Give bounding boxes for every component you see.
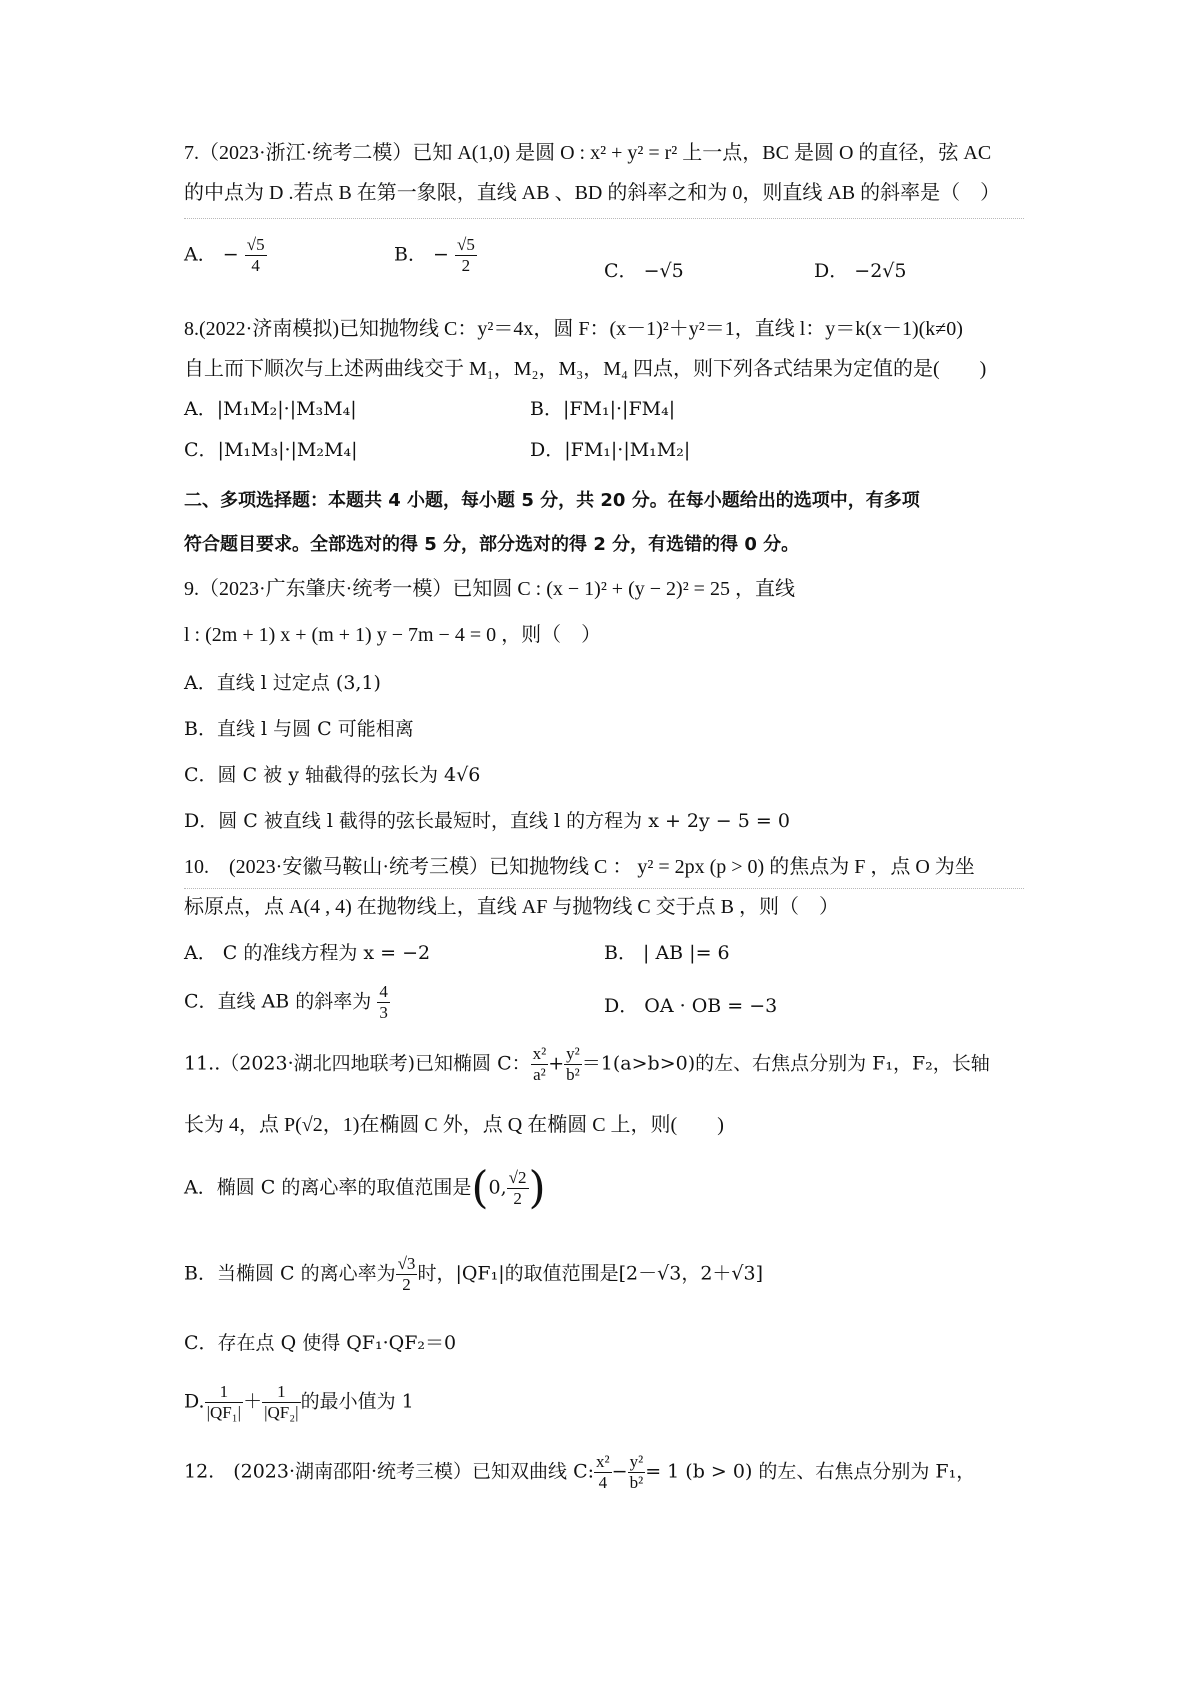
q8-option-a: A．|M₁M₂|·|M₃M₄|	[184, 398, 357, 420]
fraction	[628, 1452, 646, 1493]
q11-option-c: C．存在点 Q 使得 QF₁·QF₂＝0	[184, 1332, 457, 1354]
q9-line2: l : (2m + 1) x + (m + 1) y − 7m − 4 = 0 ，则（ ）	[184, 624, 602, 646]
fraction	[262, 1382, 300, 1423]
option-text: A．椭圆 C 的离心率的取值范围是	[184, 1176, 472, 1199]
numerator: √5	[246, 235, 265, 254]
fraction	[507, 1168, 529, 1209]
interval-start: 0,	[488, 1176, 507, 1199]
q8-line1: 8.(2022·济南模拟)已知抛物线 C：y²＝4x，圆 F：(x－1)²＋y²＝1，直线 l：y＝k(x－1)(k≠0)	[184, 318, 963, 340]
numerator: 1	[262, 1382, 300, 1403]
denominator: |QF₁|	[206, 1403, 242, 1422]
fraction	[455, 235, 477, 276]
denominator: 4	[598, 1473, 608, 1492]
left-paren: (	[471, 1162, 489, 1214]
fraction	[594, 1452, 612, 1493]
numerator: x²	[596, 1452, 610, 1471]
numerator: y²	[629, 1452, 644, 1471]
denominator: 2	[461, 256, 471, 275]
option-label: A．	[184, 243, 217, 266]
option-text: B．当椭圆 C 的离心率为	[184, 1262, 396, 1285]
denominator: |QF₂|	[264, 1403, 299, 1422]
fraction	[245, 235, 267, 276]
minus-sign: −	[611, 1460, 628, 1483]
section-heading-line1: 二、多项选择题：本题共 4 小题，每小题 5 分，共 20 分。在每小题给出的选项中，有多项	[184, 490, 920, 511]
q8-option-b: B．|FM₁|·|FM₄|	[530, 398, 676, 420]
q9-line1: 9.（2023·广东肇庆·统考一模）已知圆 C : (x − 1)² + (y − 2)² = 25 ，直线	[184, 578, 795, 600]
option-text: 的最小值为 1	[300, 1390, 414, 1413]
denominator: 2	[402, 1275, 411, 1294]
question-text: ＝1(a>b>0)的左、右焦点分别为 F₁，F₂，长轴	[581, 1052, 990, 1075]
q7-option-c: C． −√5	[604, 260, 684, 282]
q7-option-a	[184, 235, 267, 276]
question-text: 11..（2023·湖北四地联考)已知椭圆 C：	[184, 1052, 531, 1075]
numerator: y²	[566, 1044, 580, 1063]
right-paren: )	[528, 1162, 546, 1214]
q9-option-d: D．圆 C 被直线 l 截得的弦长最短时，直线 l 的方程为 x + 2y − 5 = 0	[184, 810, 790, 832]
minus-sign: −	[433, 243, 449, 266]
q9-option-a: A．直线 l 过定点 (3,1)	[184, 672, 381, 694]
numerator: x²	[532, 1044, 547, 1063]
q8-option-c: C．|M₁M₃|·|M₂M₄|	[184, 439, 358, 461]
option-text: C．直线 AB 的斜率为	[184, 990, 372, 1013]
q11-line1	[184, 1044, 990, 1085]
q10-option-b: B． | AB |= 6	[604, 942, 730, 964]
q8-line2: 自上而下顺次与上述两曲线交于 M₁，M₂，M₃，M₄ 四点，则下列各式结果为定值的是( )	[184, 358, 987, 380]
q7-line2: 的中点为 D .若点 B 在第一象限，直线 AB 、BD 的斜率之和为 0，则直线 AB 的斜率是（ ）	[184, 182, 1001, 204]
denominator: b²	[629, 1473, 644, 1492]
q10-option-d: D． OA · OB = −3	[604, 995, 778, 1017]
fraction	[531, 1044, 549, 1085]
q11-option-a	[184, 1162, 546, 1214]
denominator: 2	[513, 1189, 522, 1208]
section-heading-line2: 符合题目要求。全部选对的得 5 分，部分选对的得 2 分，有选错的得 0 分。	[184, 534, 800, 555]
question-text: = 1 (b > 0) 的左、右焦点分别为 F₁，	[645, 1460, 976, 1483]
denominator: 3	[379, 1003, 388, 1022]
divider	[184, 218, 1024, 219]
q10-line1: 10. (2023·安徽马鞍山·统考三模）已知抛物线 C ： y² = 2px (p > 0) 的焦点为 F ，点 O 为坐	[184, 856, 975, 878]
option-text: 时，|QF₁|的取值范围是[2－√3，2＋√3]	[417, 1262, 764, 1285]
numerator: √3	[397, 1254, 416, 1273]
q7-line1: 7.（2023·浙江·统考二模）已知 A(1,0) 是圆 O : x² + y² = r² 上一点，BC 是圆 O 的直径，弦 AC	[184, 142, 992, 164]
denominator: a²	[533, 1065, 546, 1084]
fraction	[377, 982, 390, 1023]
q10-option-a: A． C 的准线方程为 x = −2	[184, 942, 431, 964]
question-text: 12. (2023·湖南邵阳·统考三模）已知双曲线 C:	[184, 1460, 595, 1483]
q11-option-d	[184, 1382, 414, 1423]
fraction	[396, 1254, 418, 1295]
q11-option-b	[184, 1254, 763, 1295]
denominator: 4	[251, 256, 260, 275]
q10-line2: 标原点，点 A(4 , 4) 在抛物线上，直线 AF 与抛物线 C 交于点 B ，则（ ）	[184, 896, 840, 918]
q9-option-c: C．圆 C 被 y 轴截得的弦长为 4√6	[184, 764, 481, 786]
fraction	[205, 1382, 243, 1423]
plus-sign: +	[548, 1052, 565, 1075]
fraction	[564, 1044, 582, 1085]
q12-line1	[184, 1452, 975, 1493]
q8-option-d: D．|FM₁|·|M₁M₂|	[530, 439, 691, 461]
divider	[184, 888, 1024, 889]
q11-line2: 长为 4，点 P(√2，1)在椭圆 C 外，点 Q 在椭圆 C 上，则( )	[184, 1114, 724, 1136]
numerator: √5	[456, 235, 475, 254]
q7-option-d: D． −2√5	[814, 260, 907, 282]
plus-sign: ＋	[243, 1390, 263, 1413]
q10-option-c	[184, 982, 390, 1023]
q7-option-b	[394, 235, 477, 276]
q9-option-b: B．直线 l 与圆 C 可能相离	[184, 718, 414, 740]
minus-sign: −	[222, 243, 239, 266]
numerator: 4	[379, 982, 388, 1001]
option-label: D.	[184, 1390, 205, 1413]
numerator: 1	[205, 1382, 243, 1403]
denominator: b²	[566, 1065, 580, 1084]
numerator: √2	[508, 1168, 527, 1187]
option-label: B．	[394, 243, 427, 266]
